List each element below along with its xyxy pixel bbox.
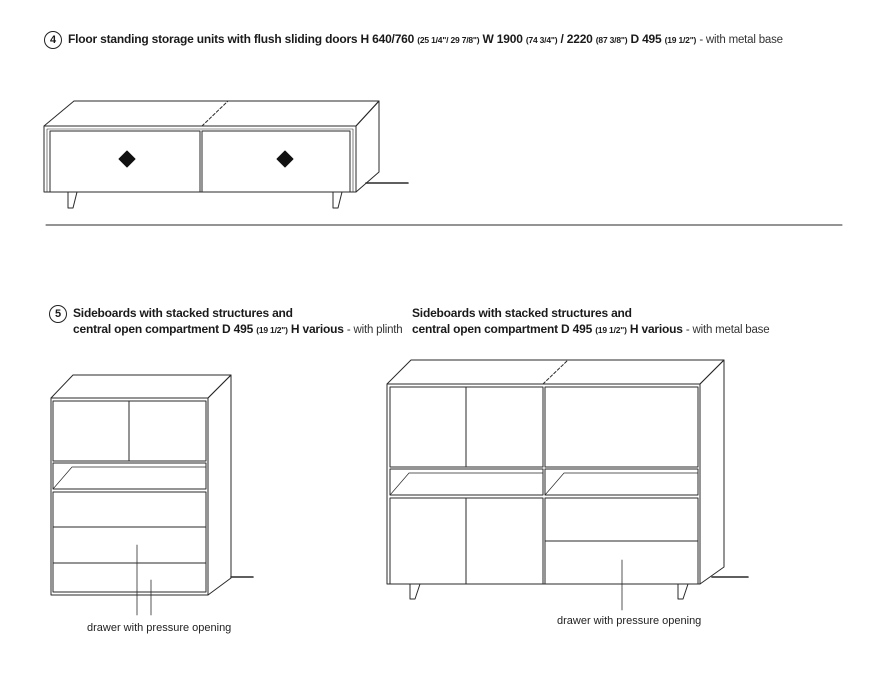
drawer-callout-right: drawer with pressure opening (557, 615, 702, 627)
sideboard-right-top-split-dashed (543, 360, 568, 384)
sideboard-with-plinth (51, 375, 253, 615)
section4-dim-w2: (87 3/8") (595, 35, 628, 45)
open-compartment-right-a-inner (390, 473, 543, 495)
section5-right-line2-dim: (19 1/2") (595, 325, 627, 335)
metal-leg-left (68, 192, 77, 208)
metal-leg-right-b (678, 584, 688, 599)
door-diamond-marker-right (277, 151, 293, 167)
section4-dim-d: (19 1/2") (664, 35, 697, 45)
section4-sep: / 2220 (560, 32, 593, 46)
section4-note: - with metal base (699, 34, 783, 46)
upper-doors-right-b (545, 387, 698, 467)
section5-left-line2-dim: (19 1/2") (256, 325, 288, 335)
sideboard-left-top-face (51, 375, 231, 398)
section-number-4: 4 (44, 31, 62, 49)
open-compartment-left-inner (53, 467, 206, 489)
sliding-door-right (202, 131, 350, 192)
sideboard-right-side (700, 360, 724, 584)
metal-leg-right (333, 192, 342, 208)
section5-right-note: - with metal base (685, 324, 770, 336)
section5-right-line2-b: H various (629, 322, 683, 336)
section4-w-label: W 1900 (482, 32, 523, 46)
unit-top-split-dashed (202, 101, 228, 126)
section5-left-line2-b: H various (290, 322, 344, 336)
open-compartment-right-b-inner (545, 473, 698, 495)
drawer-left-2 (53, 527, 206, 563)
section4-dim-h: (25 1/4"/ 29 7/8") (417, 35, 480, 45)
section5-right-title-line1: Sideboards with stacked structures and (412, 306, 632, 320)
door-diamond-marker-left (119, 151, 135, 167)
metal-leg-right-a (410, 584, 420, 599)
drawer-left-1 (53, 492, 206, 527)
section5-left-note: - with plinth (346, 324, 403, 336)
storage-unit-sliding-doors (44, 101, 408, 208)
drawer-right-2 (545, 541, 698, 584)
sideboard-left-side (208, 375, 231, 595)
section4-dim-w1: (74 3/4") (525, 35, 558, 45)
unit-right-side (356, 101, 379, 192)
drawer-left-3 (53, 563, 206, 592)
section5-left-title-line1: Sideboards with stacked structures and (73, 306, 293, 320)
drawer-right-1 (545, 498, 698, 541)
section5-left-line2-a: central open compartment D 495 (73, 322, 254, 336)
section-number-5: 5 (49, 305, 67, 323)
sideboard-with-metal-base (387, 360, 748, 610)
drawer-callout-left: drawer with pressure opening (87, 622, 232, 634)
unit-top-face (44, 101, 379, 126)
section4-title-main: Floor standing storage units with flush sliding doors H 640/760 (68, 32, 415, 46)
section5-right-line2-a: central open compartment D 495 (412, 322, 593, 336)
section4-d-label: D 495 (630, 32, 662, 46)
